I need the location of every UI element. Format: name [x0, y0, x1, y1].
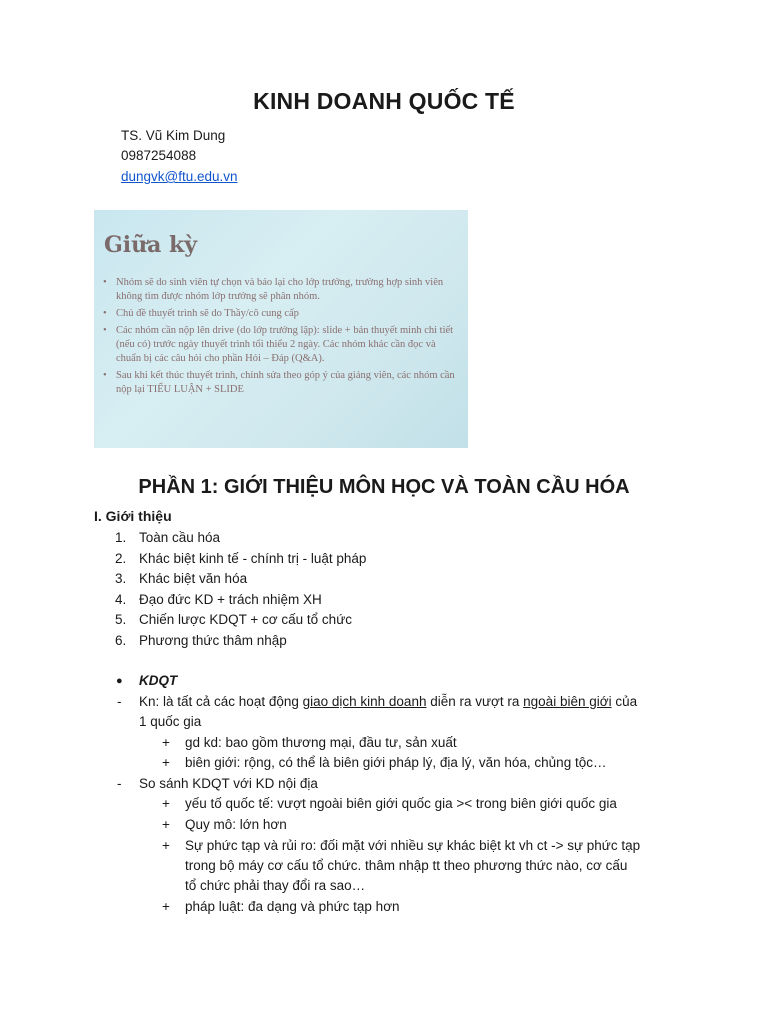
numbered-list	[94, 528, 366, 652]
email-link[interactable]: dungvk@ftu.edu.vn	[121, 169, 238, 184]
list-number: 4.	[115, 591, 127, 607]
subsection-heading: I. Giới thiệu	[94, 508, 172, 524]
sub-item: pháp luật: đa dạng và phức tạp hơn	[185, 899, 400, 914]
list-text: Khác biệt kinh tế - chính trị - luật pháp	[139, 550, 367, 566]
plus-mark: +	[162, 755, 170, 770]
definition-line	[139, 692, 637, 713]
list-number: 6.	[115, 632, 127, 648]
list-item	[94, 590, 366, 611]
section-heading: PHẦN 1: GIỚI THIỆU MÔN HỌC VÀ TOÀN CẦU HÓA	[138, 476, 630, 498]
sub-item: Sự phức tạp và rủi ro: đối mặt với nhiều sự khác biệt kt vh ct -> sự phức tạp	[185, 838, 641, 853]
slide-bullet: • Sau khi kết thúc thuyết trình, chỉnh sửa theo góp ý của giảng viên, các nhóm cần nộp lại TIỂU LUẬN + SLIDE	[112, 369, 457, 397]
list-item	[94, 549, 366, 570]
slide-bullet: • Các nhóm cần nộp lên drive (do lớp trưởng lập): slide + bản thuyết minh chi tiết (nếu có) trước ngày thuyết trình tối thiểu 2 ngày. Các nhóm khác cần đọc và chuẩn bị các câu hỏi cho phần Hỏi – Đáp (Q&A).	[112, 324, 457, 366]
dash-mark: -	[117, 776, 122, 791]
sub-item: biên giới: rộng, có thể là biên giới pháp lý, địa lý, văn hóa, chủng tộc…	[185, 755, 607, 770]
plus-mark: +	[162, 817, 170, 832]
sub-item: yếu tố quốc tế: vượt ngoài biên giới quốc gia >< trong biên giới quốc gia	[185, 796, 617, 811]
definition-underlined: giao dịch kinh doanh	[302, 694, 427, 709]
slide-photo-title: Giữa kỳ	[104, 232, 198, 258]
bullet-label: KDQT	[139, 673, 178, 688]
list-number: 1.	[115, 530, 127, 545]
sub-item-continuation: trong bộ máy cơ cấu tổ chức. thâm nhập tt theo phương thức nào, cơ cấu	[185, 858, 628, 873]
list-number: 2.	[115, 550, 127, 566]
plus-mark: +	[162, 838, 170, 853]
dash-mark: -	[117, 694, 122, 709]
list-item	[94, 528, 366, 549]
document-title: KINH DOANH QUỐC TẾ	[253, 88, 515, 114]
definition-text: của	[611, 694, 638, 709]
plus-mark: +	[162, 796, 170, 811]
definition-continuation: 1 quốc gia	[139, 714, 202, 729]
slide-bullet: • Nhóm sẽ do sinh viên tự chọn và báo lại cho lớp trưởng, trường hợp sinh viên không tìm được nhóm lớp trưởng sẽ phân nhóm.	[112, 276, 457, 304]
list-number: 5.	[115, 612, 127, 628]
list-number: 3.	[115, 571, 127, 587]
list-item	[94, 631, 366, 652]
list-item	[94, 610, 366, 631]
sub-item-continuation: tổ chức phải thay đổi ra sao…	[185, 878, 366, 893]
list-text: Phương thức thâm nhập	[139, 632, 287, 648]
slide-photo-bullets	[102, 276, 457, 400]
sub-item: Quy mô: lớn hơn	[185, 817, 287, 832]
plus-mark: +	[162, 899, 170, 914]
slide-photo	[94, 210, 468, 448]
phone-number: 0987254088	[121, 148, 197, 163]
author-name: TS. Vũ Kim Dung	[121, 128, 226, 143]
compare-line: So sánh KDQT với KD nội địa	[139, 776, 318, 791]
definition-underlined: ngoài biên giới	[523, 694, 612, 709]
list-text: Đạo đức KD + trách nhiệm XH	[139, 591, 322, 607]
list-text: Toàn cầu hóa	[139, 530, 221, 545]
definition-text: Kn: là tất cả các hoạt động	[139, 694, 303, 709]
list-item	[94, 569, 366, 590]
sub-item: gd kd: bao gồm thương mại, đầu tư, sản xuất	[185, 735, 457, 750]
slide-bullet: • Chủ đề thuyết trình sẽ do Thầy/cô cung cấp	[112, 307, 457, 321]
list-text: Chiến lược KDQT + cơ cấu tổ chức	[139, 612, 352, 628]
plus-mark: +	[162, 735, 170, 750]
list-text: Khác biệt văn hóa	[139, 571, 248, 587]
definition-text: diễn ra vượt ra	[426, 694, 524, 709]
bullet-dot-icon: ●	[116, 675, 123, 687]
